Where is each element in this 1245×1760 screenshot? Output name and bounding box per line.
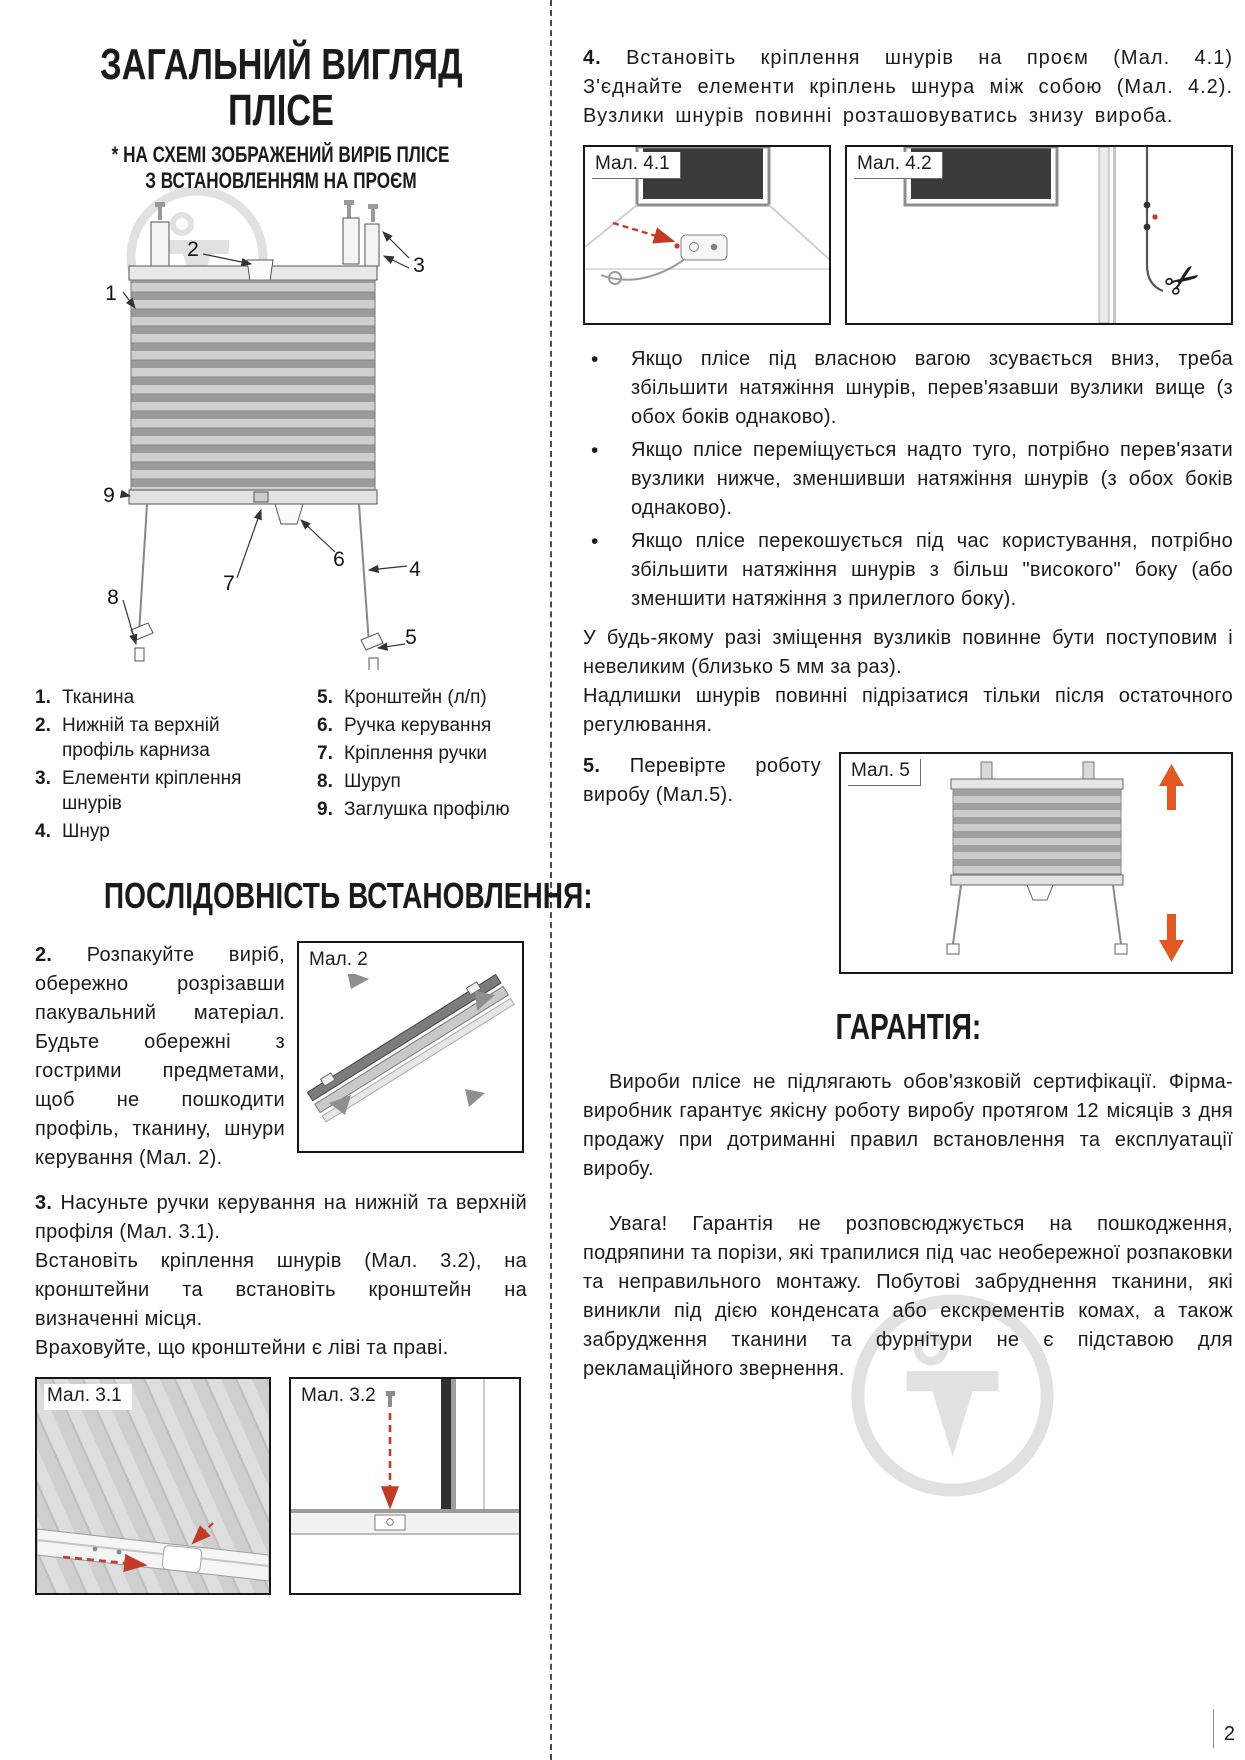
- cord-knot: [1144, 202, 1151, 209]
- bottom-profile: [951, 875, 1123, 885]
- legend-num: 3.: [35, 768, 51, 789]
- installation-title: [35, 873, 593, 919]
- bullet-icon: [583, 527, 631, 614]
- callout-4: 4: [409, 558, 421, 581]
- title-note-line1: * НА СХЕМІ ЗОБРАЖЕНИЙ ВИРІБ ПЛІСЕ: [112, 142, 450, 167]
- legend-text: Ручка керування: [344, 715, 492, 736]
- step-5-paragraph: [583, 752, 821, 974]
- figure-2-label: Мал. 2: [306, 948, 378, 974]
- step-3-paragraph-3: [35, 1334, 527, 1363]
- legend-column-2: [297, 685, 527, 847]
- handle-clip: [162, 1545, 202, 1573]
- scissors-icon: ✂: [1154, 249, 1212, 311]
- legend-text: Тканина: [62, 687, 135, 708]
- step-3-block: [35, 1189, 527, 1363]
- knot-marker-dot: [1152, 214, 1157, 219]
- callout-8: 8: [107, 586, 119, 609]
- step-3-text-3: Враховуйте, що кронштейни є ліві та праві.: [35, 1337, 449, 1359]
- bullet-text: Якщо плісе перекошується під час користування, потрібно збільшити натяжіння шнурів з більш "високого" боку (або зменшити натяжіння з прилеглого боку).: [631, 530, 1233, 610]
- top-profile: [951, 779, 1123, 789]
- step-2-block: [35, 941, 527, 1173]
- figure-5: [839, 752, 1233, 974]
- legend-item: [317, 769, 527, 794]
- title-note: [35, 142, 527, 194]
- cord-knot: [1144, 224, 1151, 231]
- bullet-icon: [583, 345, 631, 432]
- mount-point-dot: [674, 243, 679, 248]
- window-frame-edge: [441, 1379, 451, 1511]
- figure-3-1-drawing: [37, 1379, 269, 1593]
- legend-item: [35, 685, 297, 710]
- step-4-paragraph: [583, 44, 1233, 131]
- step-2-number: 2.: [35, 944, 53, 966]
- screw-piece-left: [135, 648, 144, 661]
- callout-5: 5: [405, 626, 417, 649]
- figure-3-2: [289, 1377, 521, 1595]
- legend-num: 5.: [317, 687, 333, 708]
- callout-3: 3: [413, 254, 425, 277]
- step-3-text-1: Насуньте ручки керування на нижній та верхній профіля (Мал. 3.1).: [35, 1192, 527, 1243]
- figure-2-drawing: [299, 943, 522, 1151]
- legend-num: 6.: [317, 715, 333, 736]
- control-handle: [275, 504, 303, 524]
- legend-item: [317, 741, 527, 766]
- bullet-text: Якщо плісе під власною вагою зсувається вниз, треба збільшити натяжіння шнурів, перев'язавши вузлики вище (з обох боків однаково).: [631, 348, 1233, 428]
- page-title-line2: ПЛІСЕ: [228, 86, 334, 135]
- bullet-text: Якщо плісе переміщується надто туго, потрібно перев'язати вузлики нижче, зменшивши натяжіння шнурів (з обох боків однаково).: [631, 439, 1233, 519]
- figure-3-2-label: Мал. 3.2: [298, 1384, 386, 1410]
- figure-3-1: [35, 1377, 271, 1595]
- right-column: [583, 0, 1233, 1384]
- legend-text: Нижній та верхній профіль карниза: [62, 715, 220, 761]
- figure-4-1: [583, 145, 831, 325]
- figures-3-row: [35, 1377, 527, 1595]
- figure-5-drawing: [841, 754, 1231, 972]
- pleated-fabric: [131, 280, 375, 490]
- figure-4-2: [845, 145, 1233, 325]
- callout-6: 6: [333, 548, 345, 571]
- figure-3-2-drawing: [291, 1379, 519, 1593]
- blind-overview-diagram: [51, 198, 511, 675]
- step-4-number: 4.: [583, 47, 602, 69]
- figure-2: [297, 941, 524, 1153]
- step-3-text-2: Встановіть кріплення шнурів (Мал. 3.2), на кронштейни та встановіть кронштейн на визначенні місця.: [35, 1250, 527, 1330]
- warranty-paragraph-1: Вироби плісе не підлягають обов'язковій сертифікації. Фірма-виробник гарантує якісну роботу виробу протягом 12 місяців з дня продажу при дотриманні правил встановлення та експлуатації виробу.: [583, 1071, 1233, 1180]
- frame-edge: [1099, 147, 1109, 323]
- legend-num: 2.: [35, 715, 51, 736]
- legend-text: Кронштейн (л/п): [344, 687, 487, 708]
- figure-4-1-label: Мал. 4.1: [592, 152, 681, 179]
- figures-4-row: [583, 145, 1233, 325]
- legend-column-1: [35, 685, 297, 847]
- top-brackets: [151, 218, 379, 266]
- step-3-paragraph-2: [35, 1247, 527, 1334]
- cord-fixing-element: [681, 235, 727, 260]
- legend-text: Заглушка профілю: [344, 799, 510, 820]
- note-paragraph-2: Надлишки шнурів повинні підрізатися тільки після остаточного регулювання.: [583, 685, 1233, 736]
- legend-item: [317, 797, 527, 822]
- callout-7: 7: [223, 572, 235, 595]
- page-title: [35, 42, 527, 134]
- pleated-fabric: [953, 789, 1121, 875]
- bullet-icon: [583, 436, 631, 523]
- legend-num: 9.: [317, 799, 333, 820]
- legend-text: Елементи кріплення шнурів: [62, 768, 242, 814]
- bullet-item: [583, 527, 1233, 614]
- installation-title-text: ПОСЛІДОВНІСТЬ ВСТАНОВЛЕННЯ:: [103, 875, 593, 916]
- screw-piece-right: [369, 658, 378, 670]
- callout-9: 9: [103, 484, 115, 507]
- legend-text: Шуруп: [344, 771, 401, 792]
- legend-item: [317, 713, 527, 738]
- adjustment-notes: [583, 624, 1233, 740]
- cord-fastener-left: [947, 944, 959, 954]
- legend-text: Кріплення ручки: [344, 743, 488, 764]
- cord-fastener-right: [1115, 944, 1127, 954]
- page-title-line1: ЗАГАЛЬНИЙ ВИГЛЯД: [99, 40, 463, 89]
- warranty-paragraph-2: Увага! Гарантія не розповсюджується на пошкодження, подряпини та порізи, які трапилися під час необережної розпаковки та неправильного монтажу. Побутові забруднення тканини, які виникли під дією конденсата або екскрементів комах, а також забрудження тканини та фурнітури не є підставою для рекламаційного звернення.: [583, 1213, 1233, 1380]
- step-5-number: 5.: [583, 755, 601, 777]
- legend: [35, 685, 527, 847]
- bottom-profile: [129, 490, 377, 504]
- cord-right: [359, 504, 369, 644]
- page-number-value: 2: [1223, 1723, 1235, 1745]
- handle-mount: [254, 492, 268, 502]
- cord-fasteners: [131, 623, 383, 670]
- legend-item: [35, 713, 297, 763]
- step-5-block: [583, 752, 1233, 974]
- bullet-item: [583, 436, 1233, 523]
- legend-item: [317, 685, 527, 710]
- cord-bracket: [375, 1515, 405, 1530]
- bullet-item: [583, 345, 1233, 432]
- step-2-text: Розпакуйте виріб, обережно розрізавши пакувальний матеріал. Будьте обережні з гострими предметами, щоб не пошкодити профіль, тканину, шнури керування (Мал. 2).: [35, 944, 285, 1169]
- legend-num: 8.: [317, 771, 333, 792]
- callout-1: 1: [105, 282, 117, 305]
- step-3-paragraph-1: [35, 1189, 527, 1247]
- legend-num: 7.: [317, 743, 333, 764]
- cord-left: [139, 504, 147, 634]
- left-column: [35, 0, 593, 1595]
- callout-2: 2: [187, 238, 199, 261]
- figure-5-label: Мал. 5: [848, 759, 921, 786]
- legend-item: [35, 766, 297, 816]
- step-2-paragraph: [35, 941, 285, 1173]
- blind-diagram-svg: [51, 198, 511, 670]
- legend-num: 1.: [35, 687, 51, 708]
- figure-3-1-label: Мал. 3.1: [44, 1384, 132, 1410]
- step-3-number: 3.: [35, 1192, 53, 1214]
- figure-4-2-label: Мал. 4.2: [854, 152, 943, 179]
- adjustment-bullets: [583, 345, 1233, 614]
- legend-num: 4.: [35, 821, 51, 842]
- page-number: [1213, 1709, 1241, 1748]
- window-sill: [291, 1509, 519, 1513]
- step-4-text: Встановіть кріплення шнурів на проєм (Мал. 4.1) З'єднайте елементи кріплень шнура між собою (Мал. 4.2). Вузлики шнурів повинні розташовуватись знизу вироба.: [583, 47, 1233, 127]
- warranty-title: [583, 1004, 1233, 1050]
- title-note-line2: З ВСТАНОВЛЕННЯМ НА ПРОЄМ: [145, 168, 417, 193]
- note-paragraph-1: У будь-якому разі зміщення вузликів повинне бути поступовим і невеликим (близько 5 мм за раз).: [583, 627, 1233, 678]
- step-5-text: Перевірте роботу виробу (Мал.5).: [583, 755, 822, 806]
- legend-item: [35, 819, 297, 844]
- warranty-title-text: ГАРАНТІЯ:: [835, 1006, 981, 1047]
- legend-text: Шнур: [62, 821, 110, 842]
